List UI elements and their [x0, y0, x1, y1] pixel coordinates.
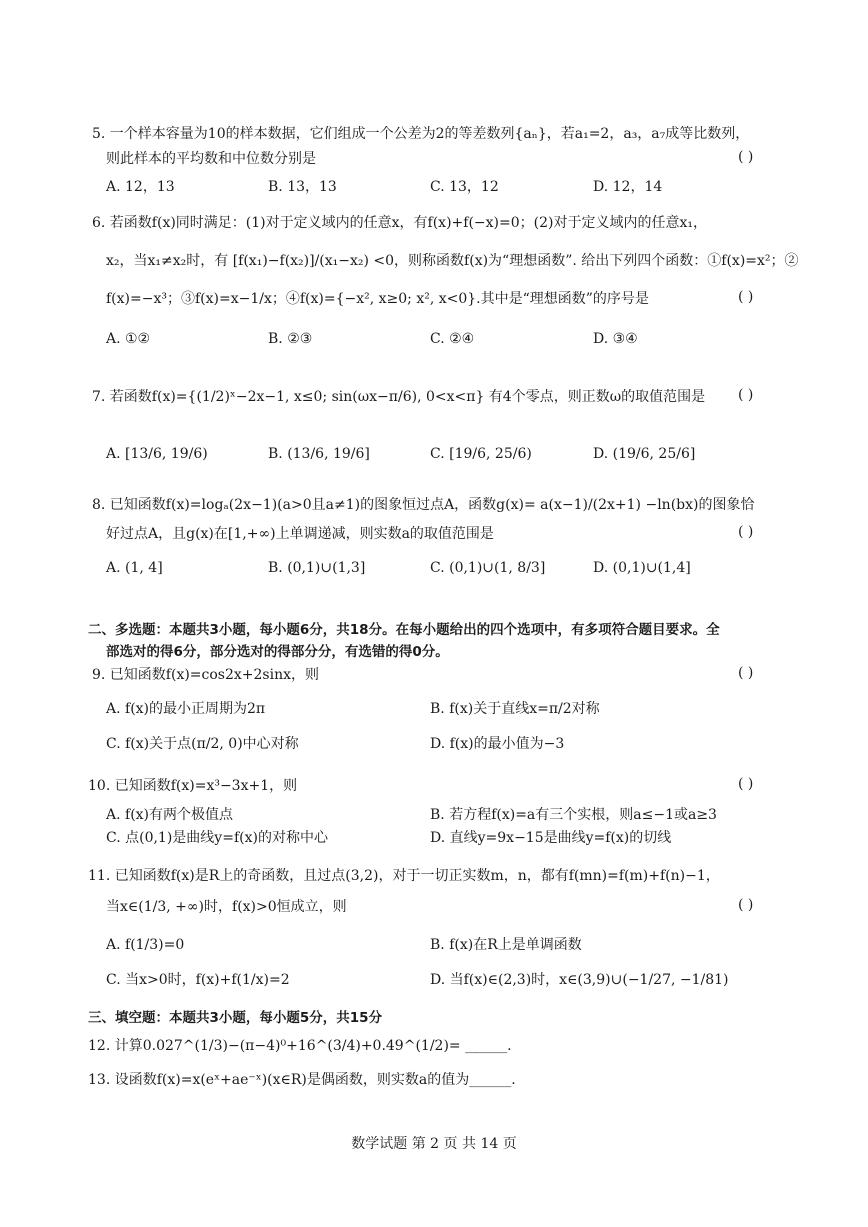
q8-option-c: C. (0,1)∪(1, 8/3] — [430, 560, 546, 576]
q11-option-d: D. 当f(x)∈(2,3)时，x∈(3,9)∪(−1/27, −1/81) — [430, 972, 729, 988]
q12-line1: 12. 计算0.027^(1/3)−(π−4)⁰+16^(3/4)+0.49^(1/2)= ______. — [88, 1038, 512, 1054]
q11-option-b: B. f(x)在R上是单调函数 — [430, 937, 582, 953]
q11-option-a: A. f(1/3)=0 — [106, 937, 185, 953]
page-footer: 数学试题 第 2 页 共 14 页 — [351, 1136, 517, 1152]
q6-option-a: A. ①② — [106, 331, 151, 347]
q9-option-a: A. f(x)的最小正周期为2π — [106, 701, 266, 717]
q7-answer-paren: ( ) — [738, 387, 754, 403]
q7-option-a: A. [13/6, 19/6) — [106, 446, 208, 462]
q5-option-d: D. 12，14 — [593, 179, 663, 195]
q10-option-b: B. 若方程f(x)=a有三个实根，则a≤−1或a≥3 — [430, 807, 717, 823]
q8-line2: 好过点A，且g(x)在[1,+∞)上单调递减，则实数a的取值范围是 — [106, 526, 494, 542]
q6-line3: f(x)=−x³；③f(x)=x−1/x；④f(x)={−x², x≥0; x², x<0}.其中是“理想函数”的序号是 — [106, 291, 649, 307]
q6-option-c: C. ②④ — [430, 331, 475, 347]
q8-option-d: D. (0,1)∪(1,4] — [593, 560, 691, 576]
q8-line1: 8. 已知函数f(x)=logₐ(2x−1)(a>0且a≠1)的图象恒过点A，函数g(x)= a(x−1)/(2x+1) −ln(bx)的图象恰 — [92, 497, 755, 513]
q8-option-a: A. (1, 4] — [106, 560, 163, 576]
q9-option-d: D. f(x)的最小值为−3 — [430, 736, 565, 752]
q11-line2: 当x∈(1/3, +∞)时，f(x)>0恒成立，则 — [106, 899, 347, 915]
q9-option-b: B. f(x)关于直线x=π/2对称 — [430, 701, 600, 717]
q6-option-b: B. ②③ — [268, 331, 313, 347]
q5-option-b: B. 13，13 — [268, 179, 337, 195]
q10-option-a: A. f(x)有两个极值点 — [106, 807, 234, 823]
q6-answer-paren: ( ) — [738, 289, 754, 305]
q11-option-c: C. 当x>0时，f(x)+f(1/x)=2 — [106, 972, 290, 988]
q10-option-c: C. 点(0,1)是曲线y=f(x)的对称中心 — [106, 830, 328, 846]
q9-line1: 9. 已知函数f(x)=cos2x+2sinx，则 — [92, 667, 320, 683]
q9-answer-paren: ( ) — [738, 665, 754, 681]
q6-line1: 6. 若函数f(x)同时满足：(1)对于定义域内的任意x，有f(x)+f(−x)=0；(2)对于定义域内的任意x₁， — [92, 215, 707, 231]
section2-heading-line2: 部选对的得6分，部分选对的得部分分，有选错的得0分。 — [106, 644, 449, 660]
q7-line1: 7. 若函数f(x)={(1/2)ˣ−2x−1, x≤0; sin(ωx−π/6), 0<x<π} 有4个零点，则正数ω的取值范围是 — [92, 389, 706, 405]
section3-heading: 三、填空题：本题共3小题，每小题5分，共15分 — [88, 1010, 383, 1026]
q9-option-c: C. f(x)关于点(π/2, 0)中心对称 — [106, 736, 299, 752]
q7-option-c: C. [19/6, 25/6) — [430, 446, 532, 462]
q8-answer-paren: ( ) — [738, 524, 754, 540]
q5-option-a: A. 12，13 — [106, 179, 175, 195]
q5-option-c: C. 13，12 — [430, 179, 499, 195]
q7-option-d: D. (19/6, 25/6] — [593, 446, 696, 462]
section2-heading-line1: 二、多选题：本题共3小题，每小题6分，共18分。在每小题给出的四个选项中，有多项符合题目要求。全 — [88, 622, 720, 638]
q10-line1: 10. 已知函数f(x)=x³−3x+1，则 — [88, 778, 298, 794]
q7-option-b: B. (13/6, 19/6] — [268, 446, 370, 462]
q5-line2: 则此样本的平均数和中位数分别是 — [106, 151, 316, 167]
q13-line1: 13. 设函数f(x)=x(eˣ+ae⁻ˣ)(x∈R)是偶函数，则实数a的值为______. — [88, 1072, 516, 1088]
q5-line1: 5. 一个样本容量为10的样本数据，它们组成一个公差为2的等差数列{aₙ}，若a₁=2，a₃，a₇成等比数列， — [92, 126, 750, 142]
q6-option-d: D. ③④ — [593, 331, 638, 347]
q10-option-d: D. 直线y=9x−15是曲线y=f(x)的切线 — [430, 830, 672, 846]
q6-line2: x₂，当x₁≠x₂时，有 [f(x₁)−f(x₂)]/(x₁−x₂) <0，则称函数f(x)为“理想函数”. 给出下列四个函数：①f(x)=x²；② — [106, 253, 799, 269]
q10-answer-paren: ( ) — [738, 776, 754, 792]
q5-answer-paren: ( ) — [738, 149, 754, 165]
q11-answer-paren: ( ) — [738, 897, 754, 913]
q11-line1: 11. 已知函数f(x)是R上的奇函数，且过点(3,2)，对于一切正实数m，n，都有f(mn)=f(m)+f(n)−1， — [88, 868, 720, 884]
q8-option-b: B. (0,1)∪(1,3] — [268, 560, 366, 576]
